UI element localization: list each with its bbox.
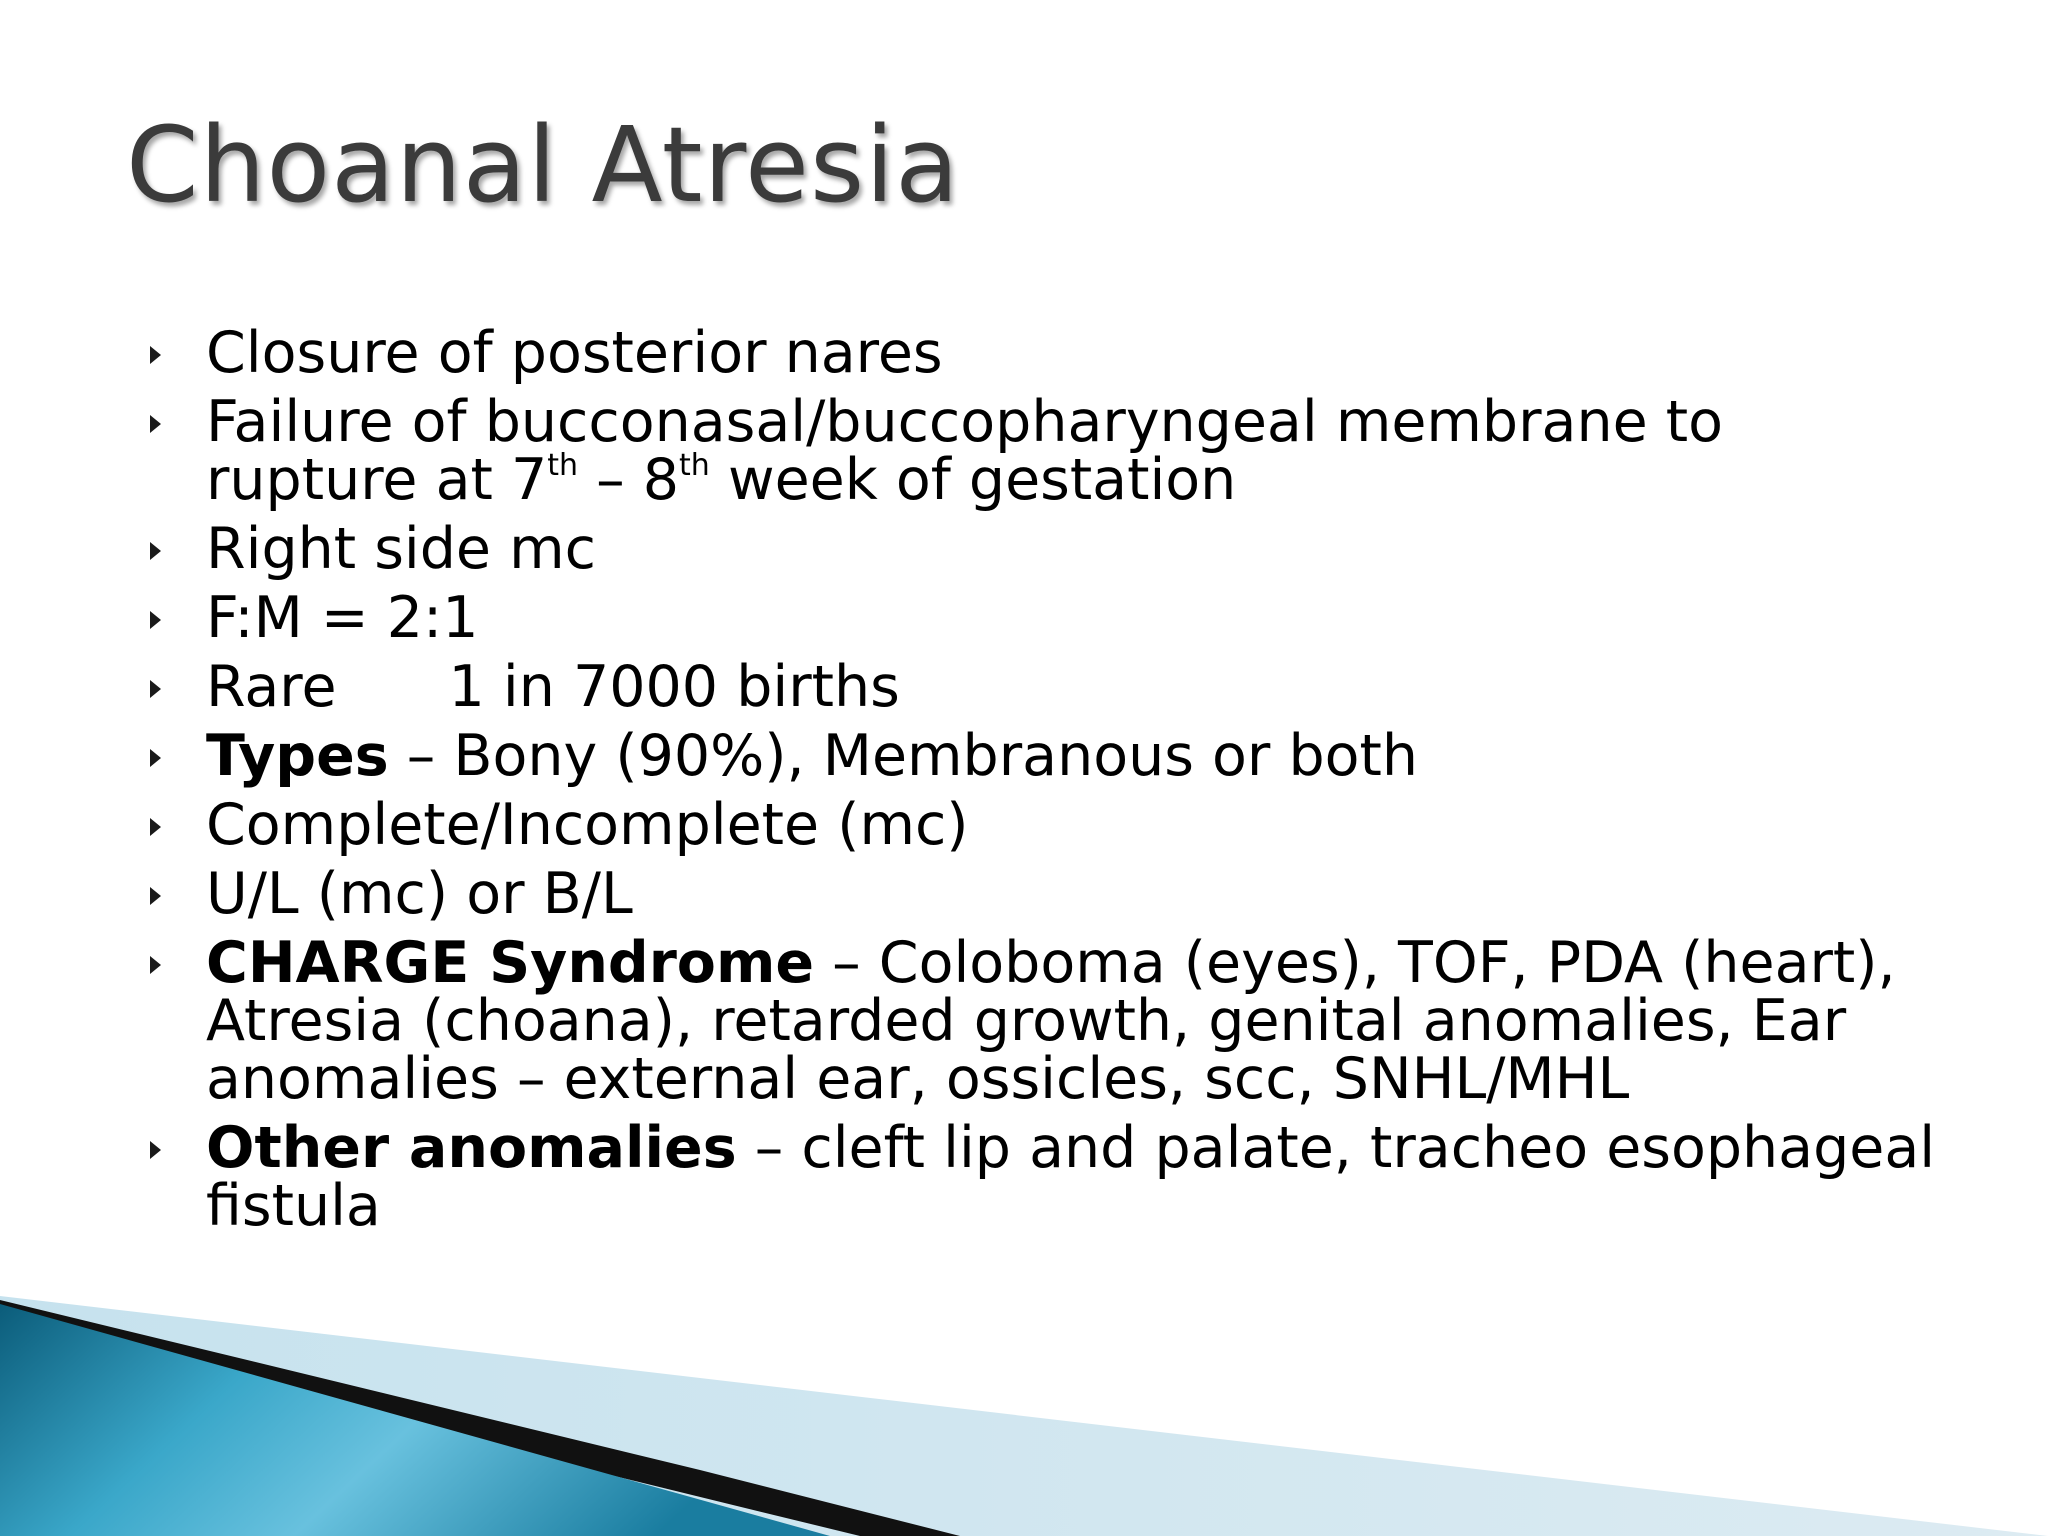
bullet-item <box>140 723 1970 789</box>
bullet-item <box>140 792 1970 858</box>
bullet-text-b: 1 in 7000 births <box>448 654 900 720</box>
slide-corner-decoration <box>0 1260 2048 1536</box>
bullet-text: U/L (mc) or B/L <box>206 861 633 927</box>
bullet-item <box>140 585 1970 651</box>
bullet-item <box>140 930 1970 1112</box>
triangle-right-icon <box>150 956 161 974</box>
bullet-item <box>140 1115 1970 1239</box>
bullet-bold-term: Types <box>206 723 389 789</box>
bullet-text: Right side mc <box>206 516 596 582</box>
slide-title: Choanal Atresia <box>126 104 960 226</box>
bullet-text-line2: fistula <box>206 1173 381 1239</box>
bullet-text-line3: anomalies – external ear, ossicles, scc, SNHL/MHL <box>206 1046 1630 1112</box>
triangle-right-icon <box>150 346 161 364</box>
bullet-item <box>140 861 1970 927</box>
triangle-right-icon <box>150 611 161 629</box>
bullet-item <box>140 320 1970 386</box>
bullet-list <box>140 320 1970 1246</box>
bullet-text: Complete/Incomplete (mc) <box>206 792 969 858</box>
triangle-right-icon <box>150 1141 161 1159</box>
bullet-text-line2-a: rupture at 7 <box>206 447 548 513</box>
bullet-bold-term: Other anomalies <box>206 1115 737 1181</box>
bullet-item <box>140 654 1970 720</box>
superscript: th <box>547 448 579 483</box>
bullet-text-a: Rare <box>206 654 337 720</box>
bullet-text-line1: – cleft lip and palate, tracheo esophageal <box>736 1115 1936 1181</box>
bullet-text-line2-b: – 8 <box>578 447 680 513</box>
triangle-right-icon <box>150 887 161 905</box>
triangle-right-icon <box>150 542 161 560</box>
bullet-text: – Bony (90%), Membranous or both <box>388 723 1418 789</box>
bullet-text-line1: – Coloboma (eyes), TOF, PDA (heart), <box>814 930 1896 996</box>
bullet-text: F:M = 2:1 <box>206 585 479 651</box>
triangle-right-icon <box>150 415 161 433</box>
bullet-bold-term: CHARGE Syndrome <box>206 930 815 996</box>
triangle-right-icon <box>150 818 161 836</box>
bullet-item <box>140 389 1970 513</box>
triangle-right-icon <box>150 680 161 698</box>
bullet-item <box>140 516 1970 582</box>
superscript: th <box>679 448 710 483</box>
triangle-right-icon <box>150 749 161 767</box>
bullet-text-line2: Atresia (choana), retarded growth, genital anomalies, Ear <box>206 988 1847 1054</box>
bullet-text-line2-c: week of gestation <box>709 447 1237 513</box>
bullet-text: Closure of posterior nares <box>206 320 943 386</box>
bullet-text-line1: Failure of bucconasal/buccopharyngeal membrane to <box>206 389 1724 455</box>
